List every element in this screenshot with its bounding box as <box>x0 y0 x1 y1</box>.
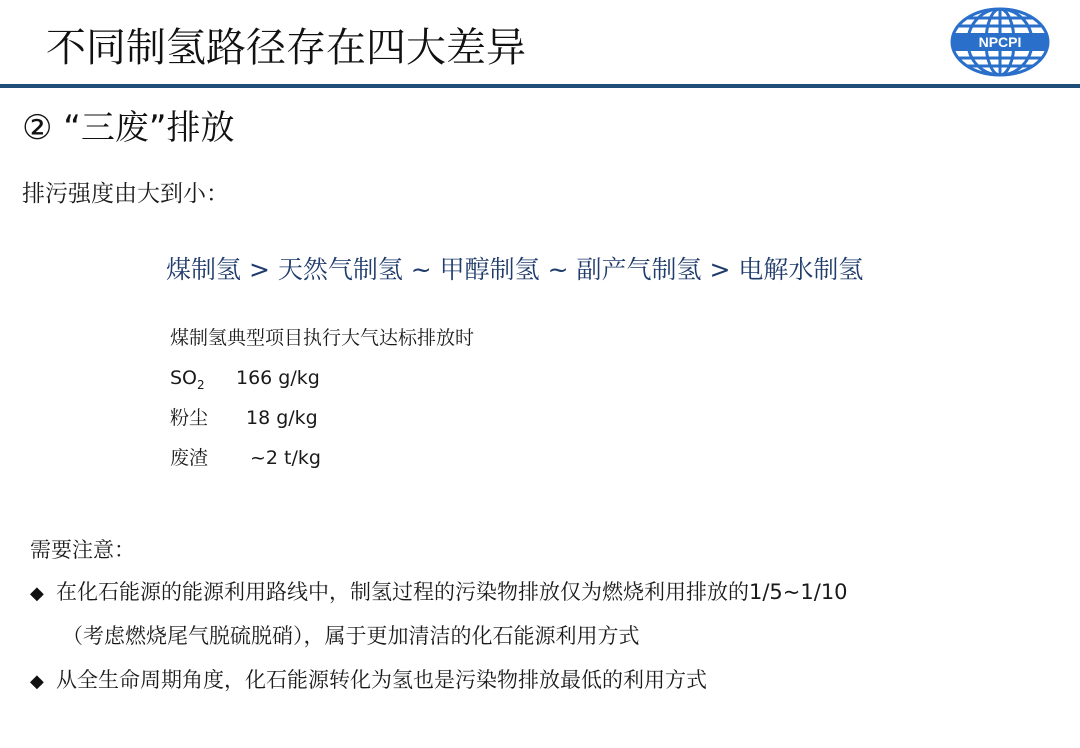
intensity-intro: 排污强度由大到小： <box>22 181 229 207</box>
emission-label: $SO_2$ <box>170 367 205 392</box>
slide-header <box>0 0 1080 88</box>
logo-text: NPCPI <box>978 34 1022 50</box>
note-item: ◆ 在化石能源的能源利用路线中，制氢过程的污染物排放仅为燃烧利用排放的1/5~1/10 <box>30 570 848 614</box>
diamond-bullet-icon: ◆ <box>30 671 44 692</box>
emission-ranking: 煤制氢 > 天然气制氢 ~ 甲醇制氢 ~ 副产气制氢 > 电解水制氢 <box>166 255 864 284</box>
npcpi-globe-logo-icon <box>950 6 1050 78</box>
notes-block <box>30 530 848 702</box>
emission-row-slag <box>170 438 474 478</box>
emissions-heading: 煤制氢典型项目执行大气达标排放时 <box>170 327 475 349</box>
coal-emissions-block <box>170 318 474 478</box>
emission-value: 18 g/kg <box>246 407 318 429</box>
note-item: ◆ 从全生命周期角度，化石能源转化为氢也是污染物排放最低的利用方式 <box>30 658 848 702</box>
diamond-bullet-icon: ◆ <box>30 583 44 604</box>
emission-label: 废渣 <box>170 447 209 469</box>
note-item-continuation: （考虑燃烧尾气脱硫脱硝），属于更加清洁的化石能源利用方式 <box>62 624 640 648</box>
emission-value: ~2 t/kg <box>250 447 321 469</box>
header-rule <box>0 84 1080 88</box>
notes-heading: 需要注意： <box>30 538 135 562</box>
emission-row-dust <box>170 398 474 438</box>
emission-value: 166 g/kg <box>236 367 320 389</box>
slide-title: 不同制氢路径存在四大差异 <box>46 25 526 71</box>
emission-label: 粉尘 <box>170 407 209 429</box>
emission-row-so2 <box>170 358 474 398</box>
section-title: ② “三废”排放 <box>22 108 235 148</box>
